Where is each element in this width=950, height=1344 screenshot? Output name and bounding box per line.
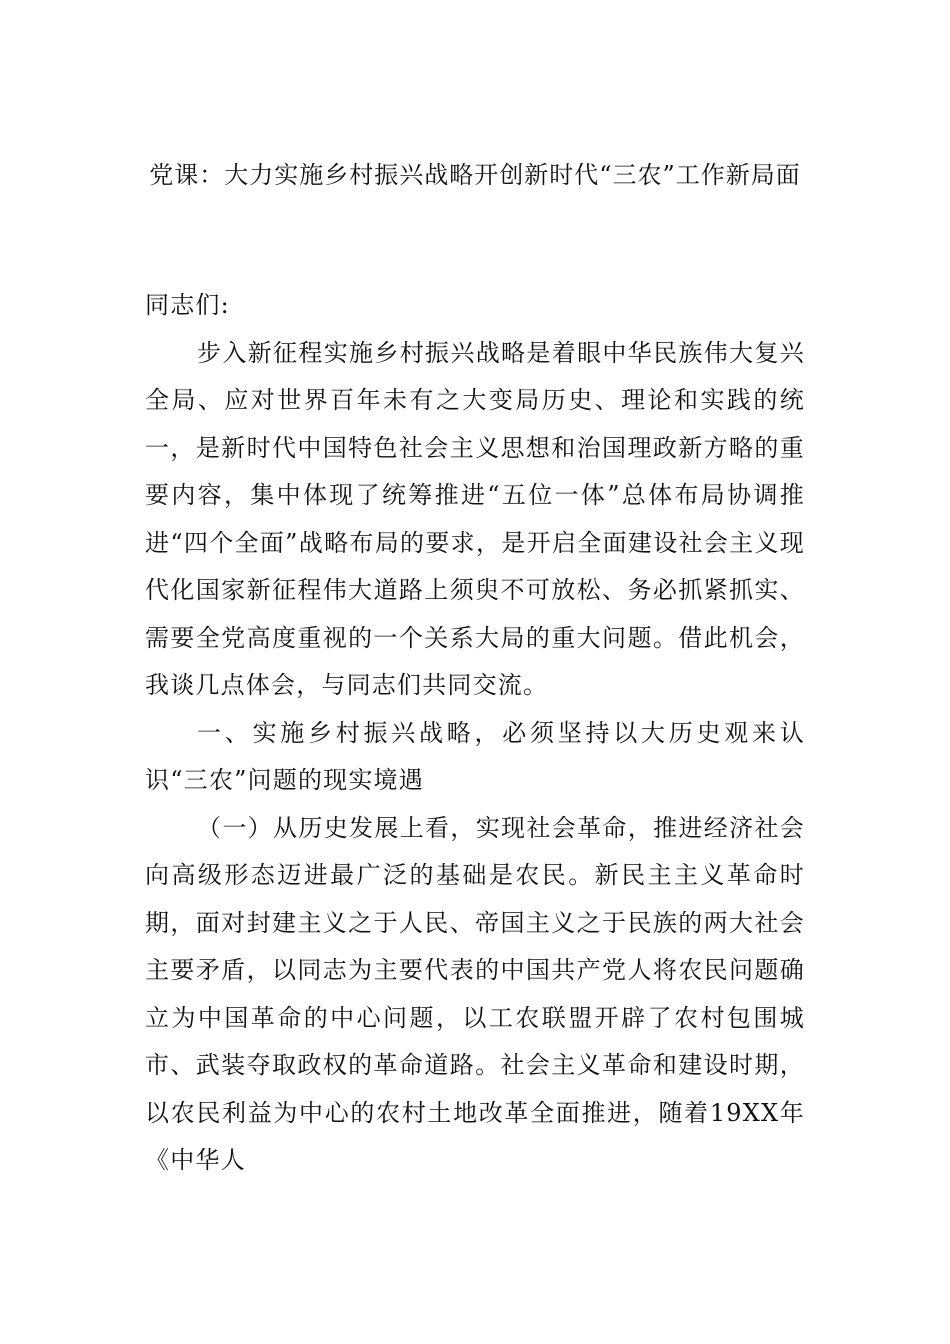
document-body — [145, 282, 805, 1185]
paragraph-intro: 步入新征程实施乡村振兴战略是着眼中华民族伟大复兴全局、应对世界百年未有之大变局历史、理论和实践的统一，是新时代中国特色社会主义思想和治国理政新方略的重要内容，集中体现了统筹推进“五位一体”总体布局协调推进“四个全面”战略布局的要求，是开启全面建设社会主义现代化国家新征程伟大道路上须臾不可放松、务必抓紧抓实、需要全党高度重视的一个关系大局的重大问题。借此机会，我谈几点体会，与同志们共同交流。 — [145, 338, 805, 699]
section-heading-1: 一、实施乡村振兴战略，必须坚持以大历史观来认识“三农”问题的现实境遇 — [145, 718, 805, 794]
salutation: 同志们: — [145, 291, 230, 319]
document-title: 党课：大力实施乡村振兴战略开创新时代“三农”工作新局面 — [149, 161, 801, 189]
paragraph-subsection-1: （一）从历史发展上看，实现社会革命，推进经济社会向高级形态迈进最广泛的基础是农民。新民主主义革命时期，面对封建主义之于人民、帝国主义之于民族的两大社会主要矛盾，以同志为主要代表的中国共产党人将农民问题确立为中国革命的中心问题，以工农联盟开辟了农村包围城市、武装夺取政权的革命道路。社会主义革命和建设时期，以农民利益为中心的农村土地改革全面推进，随着19XX年《中华人 — [145, 813, 805, 1174]
